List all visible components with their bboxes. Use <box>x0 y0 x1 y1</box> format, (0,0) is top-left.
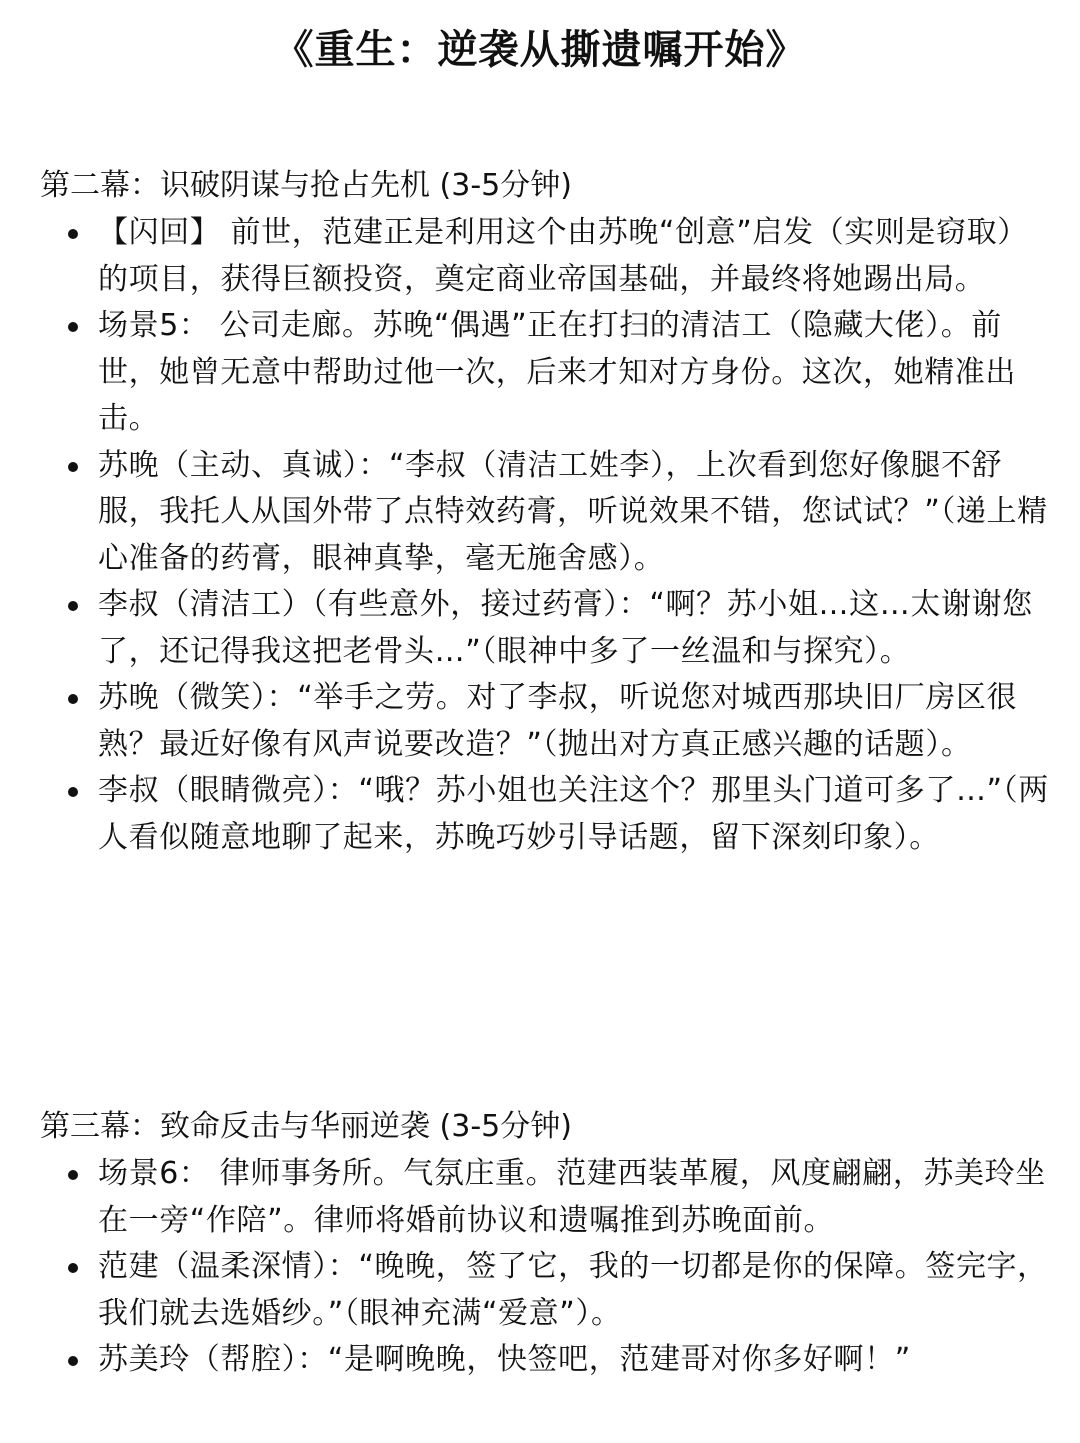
list-item-text: 苏美玲（帮腔）：“是啊晚晚，快签吧，范建哥对你多好啊！” <box>98 1342 911 1377</box>
list-item-text: 场景6： 律师事务所。气氛庄重。范建西装革履，风度翩翩，苏美玲坐在一旁“作陪”。律师将婚前协议和遗嘱推到苏晚面前。 <box>98 1156 1046 1238</box>
act-three-list <box>40 1151 1050 1384</box>
bullet-icon <box>68 601 78 611</box>
bullet-icon <box>68 462 78 472</box>
list-item-text: 范建（温柔深情）：“晚晚，签了它，我的一切都是你的保障。签完字，我们就去选婚纱。”（眼神充满“爱意”）。 <box>98 1249 1048 1331</box>
bullet-icon <box>68 1263 78 1273</box>
list-item <box>40 582 1050 675</box>
list-item <box>40 1244 1050 1337</box>
bullet-icon <box>68 1356 78 1366</box>
bullet-icon <box>68 1170 78 1180</box>
act-three-heading: 第三幕：致命反击与华丽逆袭 (3-5分钟) <box>40 1109 572 1144</box>
list-item <box>40 1151 1050 1244</box>
act-three-section <box>40 1105 1050 1384</box>
act-two-heading: 第二幕：识破阴谋与抢占先机 (3-5分钟) <box>40 168 572 203</box>
list-item-text: 苏晚（主动、真诚）：“李叔（清洁工姓李），上次看到您好像腿不舒服，我托人从国外带了点特效药膏，听说效果不错，您试试？”（递上精心准备的药膏，眼神真挚，毫无施舍感）。 <box>98 447 1048 576</box>
bullet-icon <box>68 787 78 797</box>
bullet-icon <box>68 694 78 704</box>
list-item-text: 苏晚（微笑）：“举手之劳。对了李叔，听说您对城西那块旧厂房区很熟？最近好像有风声说要改造？”（抛出对方真正感兴趣的话题）。 <box>98 680 1018 762</box>
bullet-icon <box>68 229 78 239</box>
list-item-text: 李叔（清洁工）（有些意外，接过药膏）：“啊？苏小姐…这…太谢谢您了，还记得我这把老骨头…”（眼神中多了一丝温和与探究）。 <box>98 587 1033 669</box>
bullet-icon <box>68 322 78 332</box>
list-item <box>40 210 1050 303</box>
list-item <box>40 443 1050 583</box>
list-item <box>40 675 1050 768</box>
act-two-list <box>40 210 1050 861</box>
act-two-section <box>40 164 1050 861</box>
list-item-text: 李叔（眼睛微亮）：“哦？苏小姐也关注这个？那里头门道可多了…”（两人看似随意地聊了起来，苏晚巧妙引导话题，留下深刻印象）。 <box>98 773 1049 855</box>
list-item-text: 【闪回】 前世，范建正是利用这个由苏晚“创意”启发（实则是窃取）的项目，获得巨额投资，奠定商业帝国基础，并最终将她踢出局。 <box>98 215 1028 297</box>
list-item <box>40 303 1050 443</box>
page-title: 《重生：逆袭从撕遗嘱开始》 <box>273 27 807 73</box>
list-item-text: 场景5： 公司走廊。苏晚“偶遇”正在打扫的清洁工（隐藏大佬）。前世，她曾无意中帮助过他一次，后来才知对方身份。这次，她精准出击。 <box>98 308 1016 436</box>
list-item <box>40 768 1050 861</box>
list-item <box>40 1337 1050 1384</box>
